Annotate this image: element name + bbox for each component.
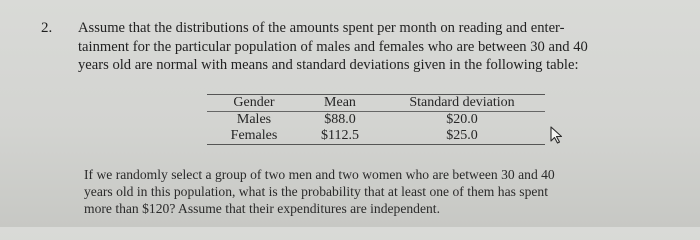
mouse-pointer-icon: [550, 126, 564, 144]
question-line: If we randomly select a group of two men and two women who are between 30 and 40: [84, 167, 555, 182]
header-gender: Gender: [233, 95, 275, 110]
table-row: [207, 112, 545, 129]
header-mean: Mean: [324, 95, 356, 110]
question-line: years old in this population, what is the probability that at least one of them has spent: [84, 184, 548, 199]
table-header-row: [207, 95, 545, 112]
intro-line: years old are normal with means and standard deviations given in the following table:: [78, 57, 579, 73]
cell-mean: $88.0: [324, 112, 356, 127]
question-line: more than $120? Assume that their expenditures are independent.: [84, 201, 440, 216]
cell-mean: $112.5: [321, 128, 359, 143]
problem-intro: [78, 19, 678, 75]
cell-gender: Females: [230, 128, 278, 143]
intro-line: tainment for the particular population of males and females who are between 30 and 40: [78, 38, 588, 55]
intro-line: Assume that the distributions of the amounts spent per month on reading and enter-: [78, 20, 565, 36]
table-row: [207, 128, 545, 145]
problem-question: [84, 166, 644, 217]
cell-gender: Males: [236, 112, 272, 127]
distribution-table: [207, 94, 545, 145]
cell-standard-deviation: $25.0: [446, 128, 478, 143]
header-standard-deviation: Standard deviation: [409, 95, 515, 110]
cell-standard-deviation: $20.0: [446, 112, 478, 127]
problem-number: 2.: [41, 20, 53, 36]
